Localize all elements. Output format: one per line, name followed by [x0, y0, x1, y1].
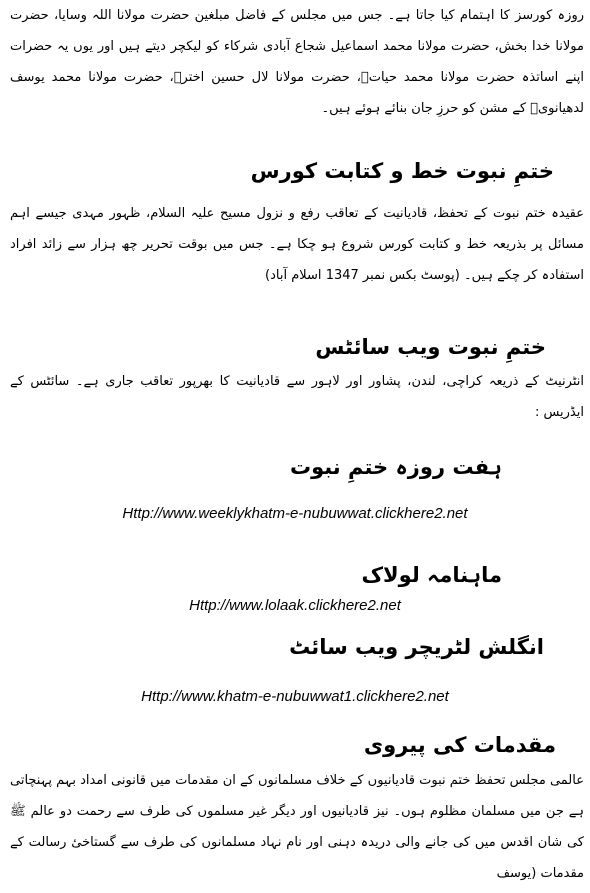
- heading-legal-cases: مقدمات کی پیروی: [363, 733, 556, 757]
- heading-monthly-magazine: ماہنامہ لولاک: [361, 563, 502, 587]
- heading-correspondence-course: ختمِ نبوت خط و کتابت کورس: [250, 159, 554, 183]
- heading-websites: ختمِ نبوت ویب سائٹس: [315, 335, 546, 359]
- legal-cases-paragraph: عالمی مجلس تحفظ ختم نبوت قادیانیوں کے خلاف مسلمانوں کے ان مقدمات میں قانونی امداد بہم پہنچاتی ہے جن میں مسلمان مظلوم ہوں۔ نیز قادیانیوں اور دیگر غیر مسلموں کی طرف سے رحمت دو عالم ﷺ کی شان اقدس میں کی جانے والی دریدہ دہنی اور نام نہاد مسلمانوں کی طرف سے گستاخیٔ رسالت کے مقدمات (یوسف: [10, 773, 584, 881]
- correspondence-course-paragraph: عقیدہ ختم نبوت کے تحفظ، قادیانیت کے تعاقب رفع و نزول مسیح علیہ السلام، ظہور مہدی جیسے اہم مسائل پر بذریعہ خط و کتابت کورس شروع ہو چکا ہے۔ جس میں بوقت تحریر چھ ہزار سے زائد افراد استفادہ کر چکے ہیں۔ (پوسٹ بکس نمبر 1347 اسلام آباد): [10, 206, 584, 283]
- english-literature-url[interactable]: Http://www.khatm-e-nubuwwat1.clickhere2.net: [141, 688, 449, 705]
- websites-paragraph: انٹرنیٹ کے ذریعہ کراچی، لندن، پشاور اور لاہور سے قادیانیت کا بھرپور تعاقب جاری ہے۔ سائٹس کے ایڈریس :: [10, 374, 584, 420]
- intro-paragraph: روزہ کورسز کا اہتمام کیا جاتا ہے۔ جس میں مجلس کے فاضل مبلغین حضرت مولانا اللہ وسایا، حضرت مولانا خدا بخش، حضرت مولانا محمد اسماعیل شجاع آبادی شرکاء کو لیکچر دیتے ہیں اور یوں یہ حضرات اپنے اساتذہ حضرت مولانا محمد حیاتؒ، حضرت مولانا لال حسین اخترؒ، حضرت مولانا محمد یوسف لدھیانویؒ کے مشن کو حرزِ جان بنائے ہوئے ہیں۔: [10, 8, 584, 116]
- heading-weekly-magazine: ہفت روزہ ختمِ نبوت: [289, 455, 502, 479]
- monthly-magazine-url[interactable]: Http://www.lolaak.clickhere2.net: [189, 597, 401, 614]
- heading-english-literature: انگلش لٹریچر ویب سائٹ: [289, 635, 544, 659]
- weekly-magazine-url[interactable]: Http://www.weeklykhatm-e-nubuwwat.clickhere2.net: [122, 505, 468, 522]
